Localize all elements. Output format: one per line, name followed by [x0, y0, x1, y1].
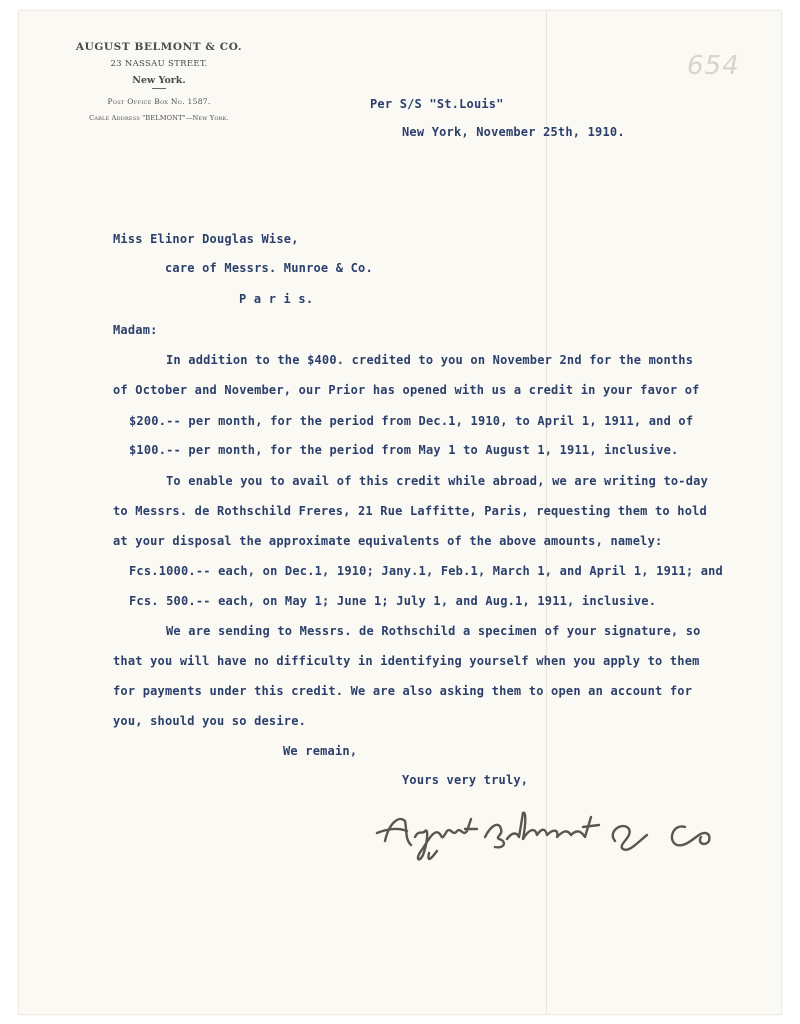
recipient-care-of: care of Messrs. Munroe & Co.	[165, 261, 373, 275]
letterhead-street: 23 NASSAU STREET.	[110, 59, 208, 69]
recipient-city: P a r i s.	[239, 292, 314, 306]
body-line: to Messrs. de Rothschild Freres, 21 Rue Laffitte, Paris, requesting them to hold	[113, 504, 707, 518]
letterhead	[69, 41, 249, 122]
body-line: $200.-- per month, for the period from Dec.1, 1910, to April 1, 1911, and of	[129, 414, 694, 428]
salutation: Madam:	[113, 323, 158, 337]
letterhead-city: New York.	[132, 75, 186, 86]
body-line: you, should you so desire.	[113, 714, 307, 728]
recipient-name: Miss Elinor Douglas Wise,	[113, 232, 299, 246]
handwritten-signature	[367, 801, 747, 871]
dateline: New York, November 25th, 1910.	[402, 125, 625, 139]
letterhead-post-office: Post Office Box No. 1587.	[107, 97, 211, 106]
body-line: for payments under this credit. We are also asking them to open an account for	[113, 684, 693, 698]
body-line: To enable you to avail of this credit while abroad, we are writing to-day	[166, 474, 708, 488]
body-line: In addition to the $400. credited to you on November 2nd for the months	[166, 353, 694, 367]
pencil-note: 654	[687, 51, 740, 81]
body-line: Fcs.1000.-- each, on Dec.1, 1910; Jany.1, Feb.1, March 1, and April 1, 1911; and	[129, 564, 723, 578]
letterhead-firm: AUGUST BELMONT & CO.	[75, 41, 243, 53]
body-line: We are sending to Messrs. de Rothschild a specimen of your signature, so	[166, 624, 701, 638]
closing-yours: Yours very truly,	[402, 773, 529, 787]
body-line: $100.-- per month, for the period from May 1 to August 1, 1911, inclusive.	[129, 443, 679, 457]
letterhead-cable: Cable Address "BELMONT"—New York.	[89, 114, 229, 122]
body-line: that you will have no difficulty in identifying yourself when you apply to them	[113, 654, 700, 668]
body-line: Fcs. 500.-- each, on May 1; June 1; July 1, and Aug.1, 1911, inclusive.	[129, 594, 657, 608]
body-line: of October and November, our Prior has opened with us a credit in your favor of	[113, 383, 700, 397]
per-steamship: Per S/S "St.Louis"	[370, 97, 504, 111]
letter-page	[18, 10, 782, 1015]
closing-we-remain: We remain,	[283, 744, 358, 758]
letterhead-rule	[152, 88, 166, 89]
body-line: at your disposal the approximate equivalents of the above amounts, namely:	[113, 534, 663, 548]
